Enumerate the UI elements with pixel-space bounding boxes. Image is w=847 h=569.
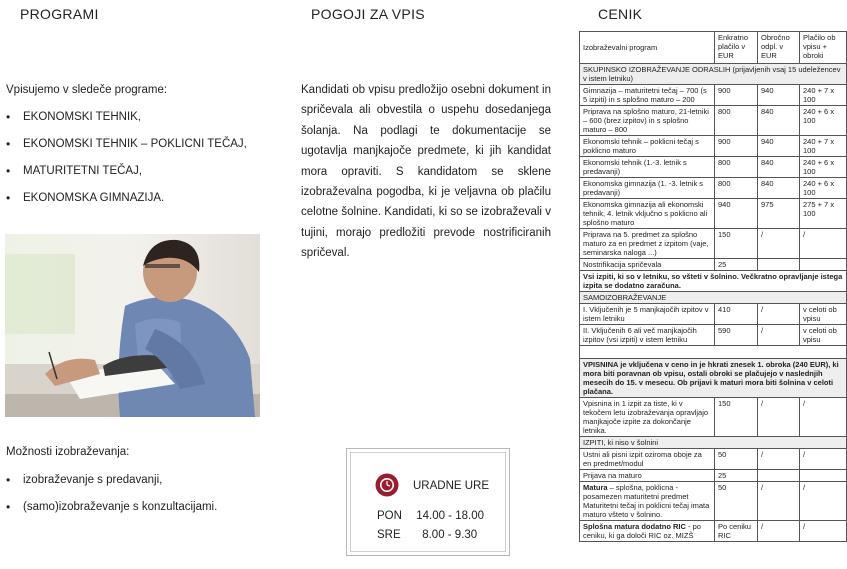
table-row [580,85,847,106]
cell-program [580,482,715,521]
table-row [580,521,847,542]
cell-once: 150 [715,229,758,259]
price-table-body [580,64,847,542]
cell-installments: / [758,229,800,259]
spacer-cell [580,346,847,359]
cell-once: 50 [715,449,758,470]
section-title: IZPITI, ki niso v šolnini [580,437,847,449]
note-text: Vsi izpiti, ki so v letniku, so všteti v šolnino. Večkratno opravljanje istega izpita se dodatno zaračuna. [580,271,847,292]
section-row [580,437,847,449]
office-hours-title: URADNE URE [413,480,490,492]
table-row [580,157,847,178]
list-item: • MATURITETNI TEČAJ, [6,164,276,191]
cell-once: Po ceniku RIC [715,521,758,542]
cell-installments: 840 [758,157,800,178]
table-row [580,136,847,157]
cell-installments: 940 [758,85,800,106]
table-row [580,449,847,470]
education-list [6,473,276,527]
section-row [580,64,847,85]
header-plan: Plačilo ob vpisu + obroki [800,32,847,64]
cell-plan: v celoti ob vpisu [800,325,847,346]
office-time: 14.00 - 18.00 [416,510,484,522]
cell-program: Priprava na splošno maturo, 21-letniki – 600 (brez izpitov) in s splošno maturo – 800 [580,106,715,136]
cell-plan: / [800,398,847,437]
cell-program [580,521,715,542]
cell-once: 940 [715,199,758,229]
table-row [580,470,847,482]
table-row [580,106,847,136]
section-title: SAMOIZOBRAŽEVANJE [580,292,847,304]
office-day: SRE [377,529,401,541]
table-row [580,259,847,271]
cell-installments [758,470,800,482]
table-row [580,325,847,346]
cell-plan: 240 + 6 x 100 [800,157,847,178]
cell-once: 590 [715,325,758,346]
cell-plan: 240 + 6 x 100 [800,178,847,199]
section-row [580,292,847,304]
cell-once: 150 [715,398,758,437]
header-program: Izobraževalni program [580,32,715,64]
note-row [580,271,847,292]
education-intro: Možnosti izobraževanja: [6,446,130,458]
cell-program: Ekonomski tehnik (1.-3. letnik s predavanji) [580,157,715,178]
office-time: 8.00 - 9.30 [422,529,478,541]
prices-heading: CENIK [598,6,643,22]
cell-installments: 840 [758,178,800,199]
cell-program: Ekonomska gimnazija (1. -3. letnik s predavanji) [580,178,715,199]
note-row [580,359,847,398]
table-row [580,229,847,259]
conditions-text: Kandidati ob vpisu predložijo osebni dokument in spričevala ali obvestila o uspehu dosedanjega šolanja. Na podlagi te dokumentacije se ugotavlja manjkajoče predmete, ki jih kandidat mora opraviti. S kandidatom se sklene izobraževalna pogodba, ki je veljavna ob plačilu celotne šolnine. Kandidati, ki so se izobraževali v tujini, morajo predložiti prevode nostrificiranih spričeval. [301,84,551,260]
cell-installments [758,259,800,271]
conditions-heading: POGOJI ZA VPIS [311,6,425,22]
price-table [579,31,847,542]
cell-plan: / [800,482,847,521]
cell-program: Gimnazija – maturitetni tečaj – 700 (s 5 izpiti) in s splošno maturo – 200 [580,85,715,106]
cell-installments: / [758,304,800,325]
cell-plan: / [800,521,847,542]
list-item: • EKONOMSKI TEHNIK – POKLICNI TEČAJ, [6,137,276,164]
list-item: • EKONOMSKI TEHNIK, [6,110,276,137]
cell-installments: / [758,398,800,437]
cell-program: Vpisnina in 1 izpit za tiste, ki v tekočem letu izobraževanja opravljajo manjkajoče izpite za dokončanje letnika. [580,398,715,437]
header-installments: Obročno odpl. v EUR [758,32,800,64]
table-row [580,482,847,521]
table-row [580,178,847,199]
cell-program: I. Vključenih je 5 manjkajočih izpitov v istem letniku [580,304,715,325]
cell-once: 900 [715,85,758,106]
header-once: Enkratno plačilo v EUR [715,32,758,64]
office-hours-box [346,448,510,556]
cell-plan: 240 + 7 x 100 [800,136,847,157]
table-row [580,199,847,229]
program-bold-label: Splošna matura dodatno RIC [583,522,686,531]
cell-once: 25 [715,259,758,271]
cell-installments: 940 [758,136,800,157]
office-hours-row [377,529,477,541]
cell-plan: / [800,229,847,259]
list-item: • EKONOMSKA GIMNAZIJA. [6,191,276,218]
cell-once: 900 [715,136,758,157]
cell-program: Ekonomski tehnik – poklicni tečaj s poklicno maturo [580,136,715,157]
office-day: PON [377,510,402,522]
programs-list [6,110,276,218]
table-row [580,304,847,325]
section-title: SKUPINSKO IZOBRAŽEVANJE ODRASLIH (prijavljenih vsaj 15 udeležencev v istem letniku) [580,64,847,85]
cell-plan [800,470,847,482]
student-photo [5,234,260,417]
cell-plan [800,259,847,271]
cell-once: 410 [715,304,758,325]
program-text: – splošna, poklicna - posamezen maturitetni predmet Maturitetni tečaj in poklicni tečaj imata maturo všteto v šolnino. [583,483,710,519]
cell-once: 800 [715,157,758,178]
cell-plan: 240 + 6 x 100 [800,106,847,136]
cell-program: Prijava na maturo [580,470,715,482]
table-header-row [580,32,847,64]
cell-installments: / [758,449,800,470]
cell-installments: 975 [758,199,800,229]
cell-once: 800 [715,106,758,136]
program-bold-label: Matura [583,483,608,492]
programs-heading: PROGRAMI [20,6,99,22]
cell-program: II. Vključenih 6 ali več manjkajočih izpitov (vsi izpiti) v istem letniku [580,325,715,346]
programs-intro: Vpisujemo v sledeče programe: [6,84,168,96]
spacer-row [580,346,847,359]
cell-program: Ekonomska gimnazija ali ekonomski tehnik, 4. letnik vključno s poklicno ali splošno maturo [580,199,715,229]
cell-program: Nostrifikacija spričevala [580,259,715,271]
table-row [580,398,847,437]
cell-once: 50 [715,482,758,521]
cell-once: 800 [715,178,758,199]
list-item: • izobraževanje s predavanji, [6,473,276,500]
cell-plan: v celoti ob vpisu [800,304,847,325]
cell-once: 25 [715,470,758,482]
cell-installments: / [758,521,800,542]
cell-installments: / [758,482,800,521]
program-text: - po ceniku, ki ga določi RIC oz. MIZŠ [583,522,701,540]
cell-program: Priprava na 5. predmet za splošno maturo za en predmet z izpitom (vaje, seminarska naloga ...) [580,229,715,259]
note-text: VPISNINA je vključena v ceno in je hkrati znesek 1. obroka (240 EUR), ki mora biti poravnan ob vpisu, ostali obroki se plačujejo v naslednjih mesecih do 15. v mesecu. Ob prijavi k maturi mora biti šolnina v celoti plačana. [580,359,847,398]
cell-program: Ustni ali pisni izpit oziroma oboje za en predmet/modul [580,449,715,470]
cell-plan: 240 + 7 x 100 [800,85,847,106]
clock-icon [375,473,399,497]
cell-installments: 840 [758,106,800,136]
cell-plan: / [800,449,847,470]
office-hours-row [377,510,484,522]
cell-installments: / [758,325,800,346]
cell-plan: 275 + 7 x 100 [800,199,847,229]
list-item: • (samo)izobraževanje s konzultacijami. [6,500,276,527]
